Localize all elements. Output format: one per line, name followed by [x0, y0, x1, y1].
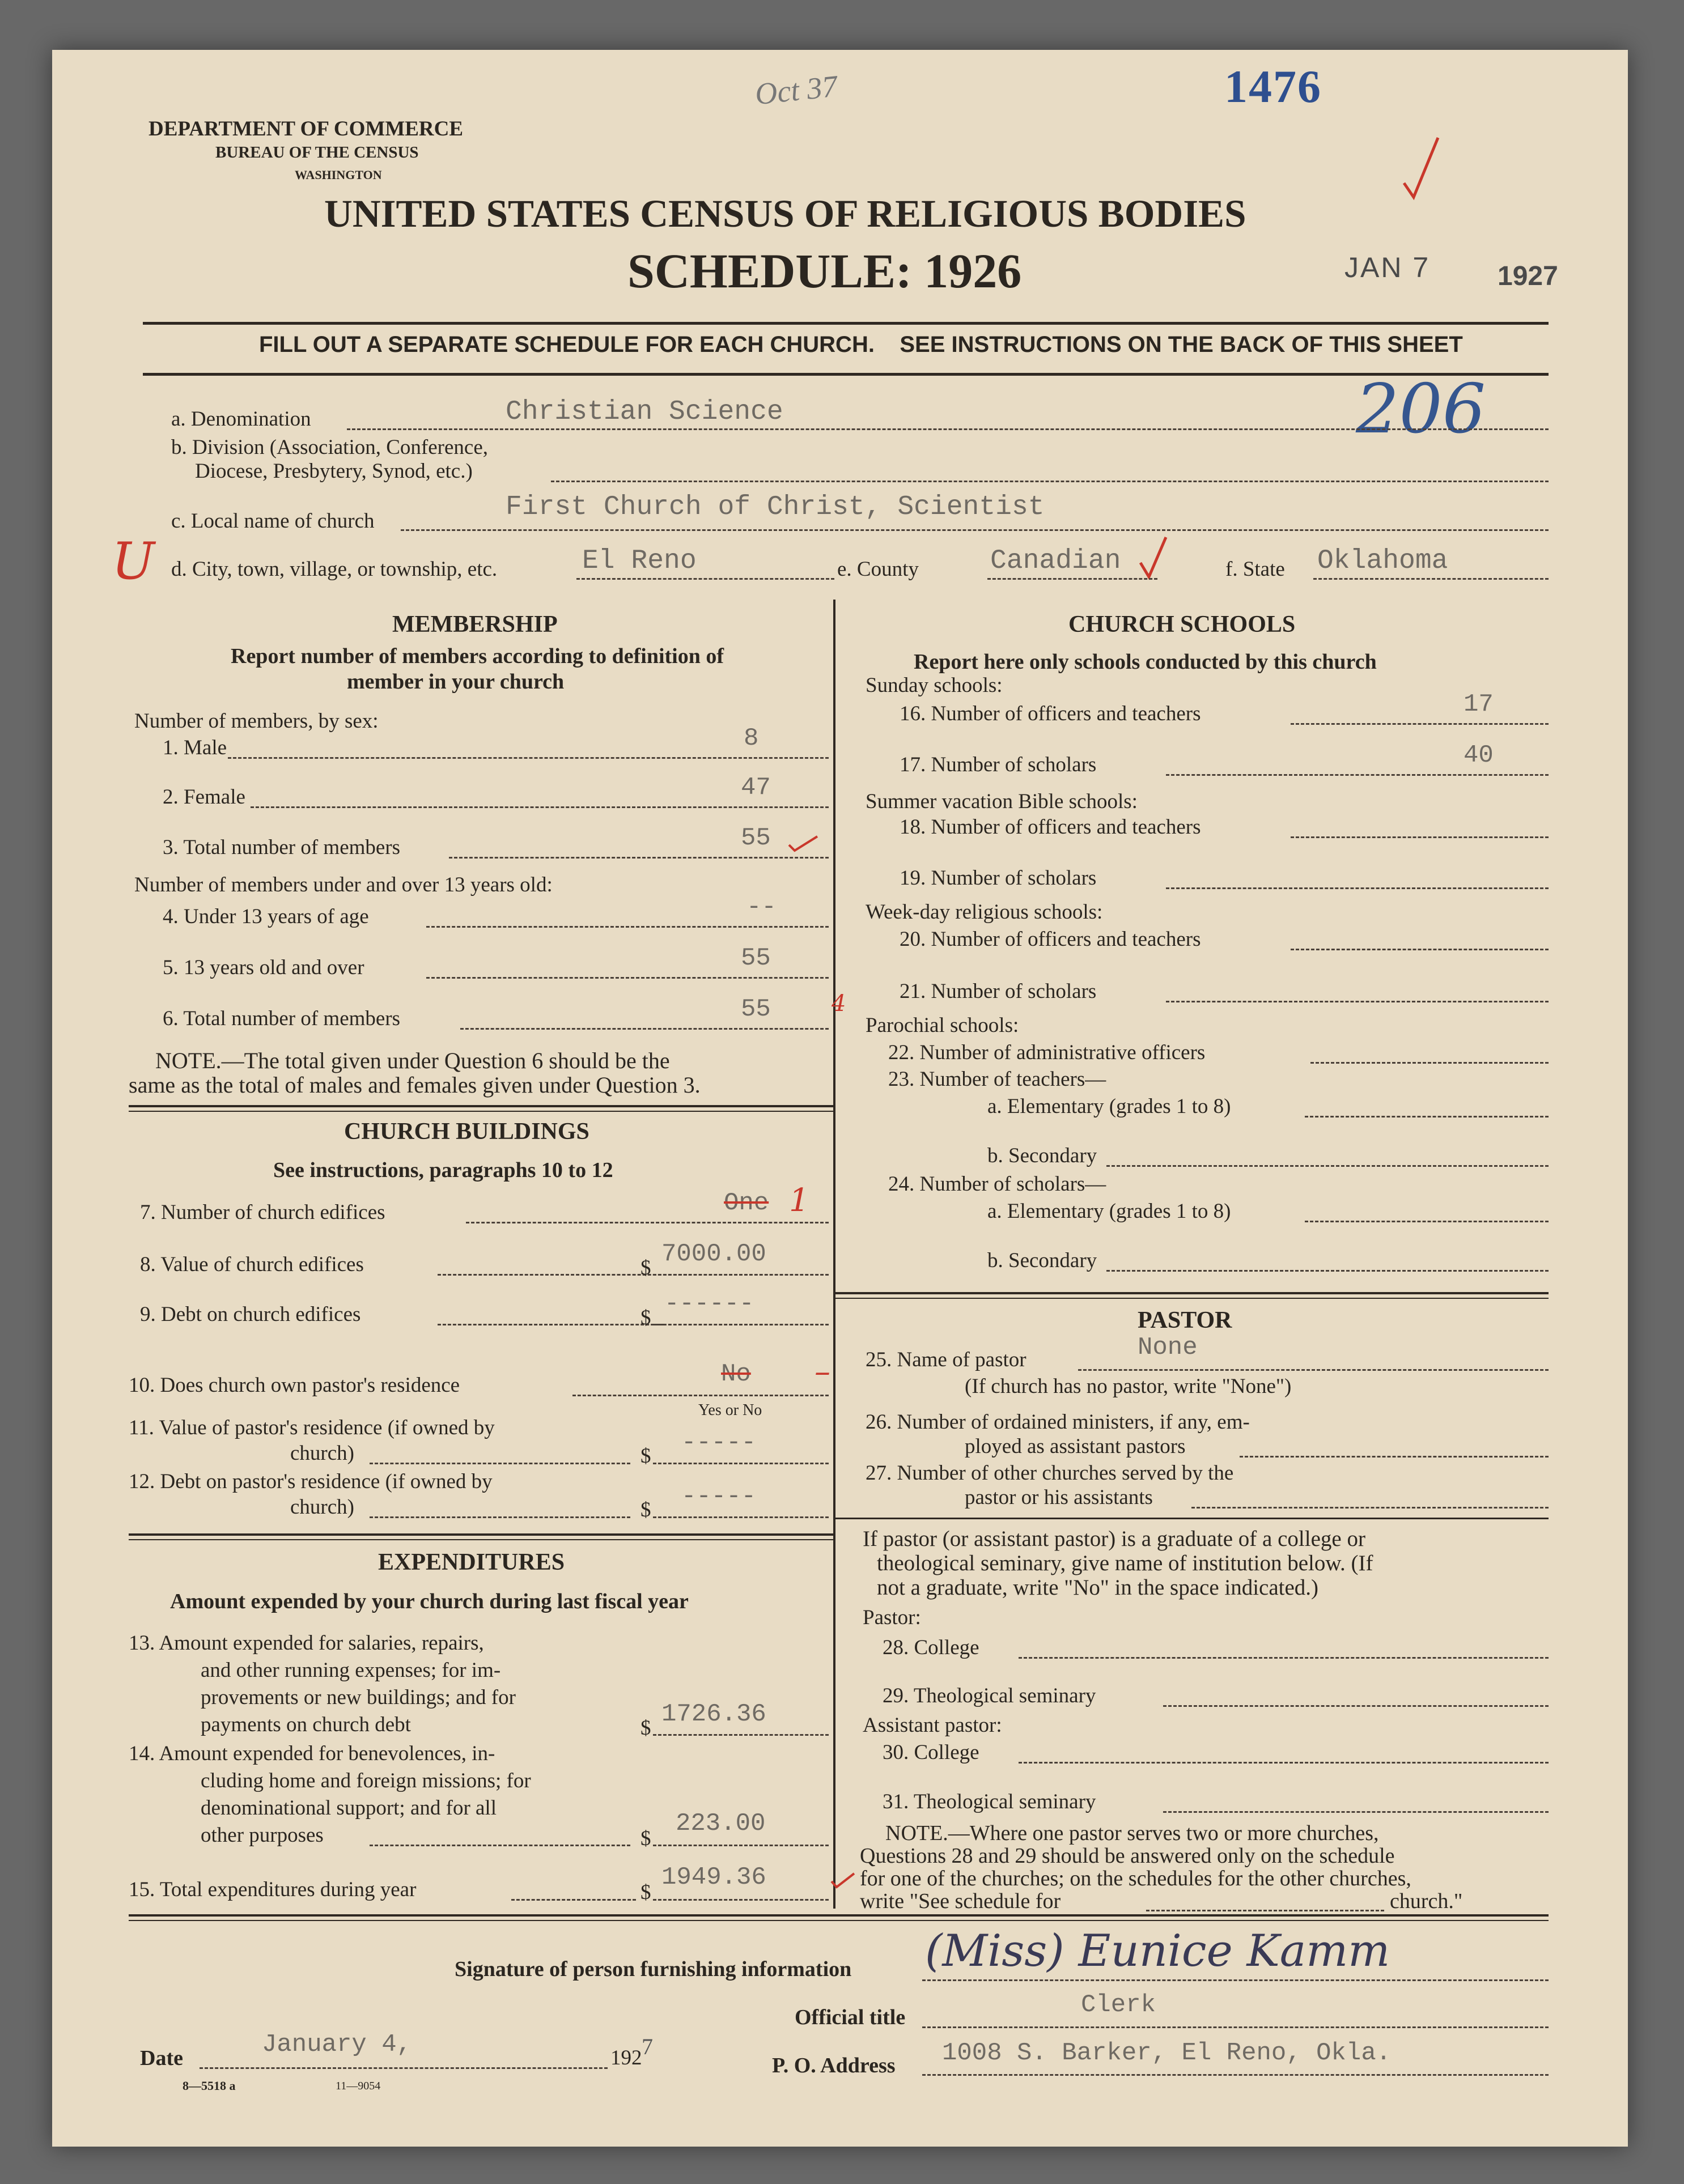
local-name-label: c. Local name of church	[171, 509, 375, 533]
pastor-note-2: Questions 28 and 29 should be answered only on the schedule	[860, 1844, 1395, 1868]
q8-value: 7000.00	[661, 1240, 766, 1268]
q14-label-d: other purposes	[201, 1824, 324, 1847]
code-number-handwritten: 206	[1356, 370, 1486, 449]
under-over-label: Number of members under and over 13 years old:	[134, 873, 553, 896]
q17-label: 17. Number of scholars	[900, 753, 1097, 776]
date-value: January 4,	[262, 2030, 412, 2059]
instruction-bar-rule	[143, 373, 1549, 376]
q29-label: 29. Theological seminary	[883, 1684, 1096, 1707]
county-check-icon	[1138, 532, 1172, 585]
city-value: El Reno	[582, 546, 697, 576]
pastor-sub-label: Pastor:	[863, 1606, 921, 1629]
q10-label: 10. Does church own pastor's residence	[129, 1374, 460, 1397]
q15-value: 1949.36	[661, 1863, 766, 1892]
pastor-note-5: church."	[1390, 1889, 1463, 1913]
q6-value: 55	[741, 995, 771, 1023]
q11-label-a: 11. Value of pastor's residence (if owned by	[129, 1416, 495, 1439]
q22-label: 22. Number of administrative officers	[888, 1041, 1206, 1064]
q15-label: 15. Total expenditures during year	[129, 1878, 417, 1901]
q9-value: ------	[664, 1290, 754, 1318]
q11-dollar: $	[640, 1444, 651, 1468]
q13-value: 1726.36	[661, 1700, 766, 1728]
q1-value: 8	[744, 724, 759, 753]
department-label: DEPARTMENT OF COMMERCE	[149, 117, 464, 141]
official-title-value: Clerk	[1081, 1991, 1156, 2019]
denomination-value: Christian Science	[506, 397, 783, 427]
census-schedule-sheet	[52, 50, 1628, 2147]
denomination-label: a. Denomination	[171, 407, 311, 431]
po-address-value: 1008 S. Barker, El Reno, Okla.	[942, 2039, 1392, 2067]
q8-dollar: $	[640, 1256, 651, 1280]
buildings-heading: CHURCH BUILDINGS	[344, 1119, 589, 1145]
q10-value: No	[721, 1360, 751, 1388]
membership-sub-2: member in your church	[347, 670, 565, 694]
stamp-number: 1476	[1224, 61, 1322, 112]
q13-label-d: payments on church debt	[201, 1713, 411, 1736]
city-label: WASHINGTON	[295, 168, 382, 182]
q4-value: --	[746, 893, 777, 921]
column-divider	[833, 600, 835, 1909]
pastor-heading: PASTOR	[1138, 1307, 1232, 1333]
signature-label: Signature of person furnishing information	[455, 1957, 852, 1981]
q26-label-a: 26. Number of ordained ministers, if any, em-	[866, 1410, 1250, 1434]
assistant-pastor-label: Assistant pastor:	[863, 1714, 1002, 1737]
weekday-label: Week-day religious schools:	[866, 900, 1103, 924]
q4-label: 4. Under 13 years of age	[163, 905, 369, 928]
expenditures-heading: EXPENDITURES	[378, 1549, 565, 1575]
q20-label: 20. Number of officers and teachers	[900, 928, 1201, 951]
schools-sub: Report here only schools conducted by this church	[914, 650, 1377, 674]
q25-label: 25. Name of pastor	[866, 1348, 1026, 1371]
form-title: UNITED STATES CENSUS OF RELIGIOUS BODIES	[324, 192, 1246, 235]
q3-value: 55	[741, 824, 771, 852]
pastor-note-3: for one of the churches; on the schedules for the other churches,	[860, 1867, 1411, 1890]
yes-or-no-hint: Yes or No	[698, 1401, 762, 1419]
q24a-label: a. Elementary (grades 1 to 8)	[987, 1200, 1231, 1223]
expenditures-sub: Amount expended by your church during last fiscal year	[170, 1590, 689, 1613]
q25-value: None	[1138, 1333, 1198, 1362]
membership-heading: MEMBERSHIP	[392, 611, 558, 638]
summer-label: Summer vacation Bible schools:	[866, 790, 1138, 813]
schools-heading: CHURCH SCHOOLS	[1068, 611, 1296, 638]
graduate-instr-2: theological seminary, give name of institution below. (If	[877, 1551, 1373, 1575]
q14-label-b: cluding home and foreign missions; for	[201, 1769, 531, 1792]
date-year: 192	[610, 2046, 642, 2070]
q17-value: 40	[1464, 741, 1494, 770]
date-year-digit: 7	[642, 2034, 653, 2059]
q11-value: -----	[681, 1429, 757, 1457]
q13-label-c: provements or new buildings; and for	[201, 1686, 516, 1709]
graduate-instr-1: If pastor (or assistant pastor) is a graduate of a college or	[863, 1527, 1365, 1551]
print-number: 11—9054	[336, 2080, 381, 2092]
q30-label: 30. College	[883, 1741, 979, 1764]
q23b-label: b. Secondary	[987, 1144, 1097, 1167]
po-address-label: P. O. Address	[772, 2054, 896, 2077]
q3-label: 3. Total number of members	[163, 836, 401, 859]
graduate-instr-3: not a graduate, write "No" in the space indicated.)	[877, 1575, 1319, 1600]
q14-value: 223.00	[676, 1809, 766, 1838]
q28-label: 28. College	[883, 1636, 979, 1659]
instruction-bar: FILL OUT A SEPARATE SCHEDULE FOR EACH CHURCH. SEE INSTRUCTIONS ON THE BACK OF THIS SHEET	[259, 332, 1463, 357]
buildings-sub: See instructions, paragraphs 10 to 12	[273, 1158, 613, 1182]
q7-value: One	[724, 1189, 769, 1217]
form-number: 8—5518 a	[183, 2079, 236, 2093]
q12-label-a: 12. Debt on pastor's residence (if owned by	[129, 1470, 493, 1493]
date-stamp-year: 1927	[1498, 261, 1558, 291]
pencil-note: Oct 37	[753, 69, 839, 112]
state-label: f. State	[1225, 558, 1285, 581]
q9-label: 9. Debt on church edifices	[140, 1303, 361, 1326]
signature-value: (Miss) Eunice Kamm	[925, 1926, 1390, 1977]
membership-sub-1: Report number of members according to definition of	[231, 644, 724, 668]
q27-label-b: pastor or his assistants	[965, 1486, 1153, 1509]
county-label: e. County	[837, 558, 919, 581]
q14-dollar: $	[640, 1827, 651, 1850]
q31-label: 31. Theological seminary	[883, 1790, 1096, 1813]
q6-red-mark: 4	[832, 991, 846, 1017]
q9-dollar: $	[640, 1306, 651, 1329]
q18-label: 18. Number of officers and teachers	[900, 815, 1201, 839]
q10-red-mark: –	[815, 1353, 830, 1390]
division-label: b. Division (Association, Conference,	[171, 436, 488, 459]
q2-value: 47	[741, 774, 771, 802]
q15-check-icon	[829, 1869, 857, 1894]
q16-label: 16. Number of officers and teachers	[900, 702, 1201, 725]
q24-label: 24. Number of scholars—	[888, 1172, 1106, 1196]
pastor-note-1: NOTE.—Where one pastor serves two or more churches,	[885, 1821, 1379, 1845]
membership-note-1: NOTE.—The total given under Question 6 should be the	[155, 1048, 670, 1073]
q27-label-a: 27. Number of other churches served by the	[866, 1461, 1234, 1485]
q13-label-a: 13. Amount expended for salaries, repairs,	[129, 1631, 484, 1655]
q25-note: (If church has no pastor, write "None")	[965, 1375, 1292, 1398]
q7-label: 7. Number of church edifices	[140, 1201, 385, 1224]
schedule-title: SCHEDULE: 1926	[627, 244, 1022, 298]
q13-dollar: $	[640, 1716, 651, 1740]
pastor-note-4: write "See schedule for	[860, 1889, 1061, 1913]
date-label: Date	[140, 2046, 183, 2070]
q26-label-b: ployed as assistant pastors	[965, 1435, 1186, 1458]
state-value: Oklahoma	[1317, 546, 1448, 576]
q7-red-value: 1	[789, 1182, 809, 1219]
q3-check-icon	[786, 831, 820, 856]
q11-label-b: church)	[290, 1442, 354, 1465]
q15-dollar: $	[640, 1881, 651, 1904]
q5-value: 55	[741, 944, 771, 972]
q23a-label: a. Elementary (grades 1 to 8)	[987, 1095, 1231, 1118]
bureau-label: BUREAU OF THE CENSUS	[215, 143, 419, 162]
q14-label-c: denominational support; and for all	[201, 1796, 497, 1820]
q12-dollar: $	[640, 1498, 651, 1522]
date-stamp: JAN 7	[1344, 252, 1431, 283]
q19-label: 19. Number of scholars	[900, 866, 1097, 890]
q8-label: 8. Value of church edifices	[140, 1253, 364, 1276]
q6-label: 6. Total number of members	[163, 1007, 401, 1030]
q1-label: 1. Male	[163, 736, 227, 759]
local-name-value: First Church of Christ, Scientist	[506, 492, 1045, 522]
q13-label-b: and other running expenses; for im-	[201, 1659, 501, 1682]
sunday-label: Sunday schools:	[866, 674, 1003, 697]
division-label-2: Diocese, Presbytery, Synod, etc.)	[195, 460, 473, 483]
q23-label: 23. Number of teachers—	[888, 1068, 1106, 1091]
q5-label: 5. 13 years old and over	[163, 956, 364, 979]
q21-label: 21. Number of scholars	[900, 980, 1097, 1003]
check-mark-icon	[1401, 135, 1435, 197]
q24b-label: b. Secondary	[987, 1249, 1097, 1272]
q16-value: 17	[1464, 690, 1494, 719]
members-by-sex-label: Number of members, by sex:	[134, 709, 379, 733]
top-rule	[143, 322, 1549, 325]
q2-label: 2. Female	[163, 785, 245, 809]
membership-note-2: same as the total of males and females given under Question 3.	[129, 1072, 701, 1098]
q12-label-b: church)	[290, 1495, 354, 1519]
q14-label-a: 14. Amount expended for benevolences, in-	[129, 1742, 495, 1765]
red-u-mark: U	[112, 532, 155, 591]
official-title-label: Official title	[795, 2005, 906, 2029]
city-label: d. City, town, village, or township, etc.	[171, 558, 498, 581]
parochial-label: Parochial schools:	[866, 1014, 1019, 1037]
q12-value: -----	[681, 1482, 757, 1511]
county-value: Canadian	[990, 546, 1121, 576]
